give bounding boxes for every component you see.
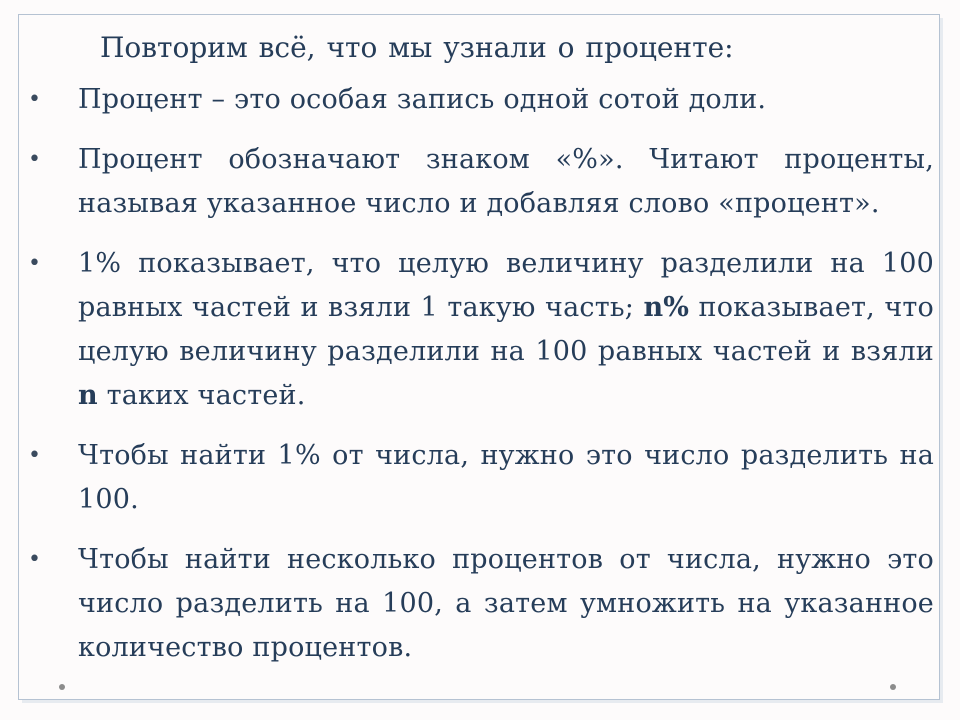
bullet-list — [20, 78, 934, 670]
decorative-dot-right — [890, 684, 896, 690]
bullet-text: Чтобы найти несколько процентов от числа, нужно это число разделить на 100, а затем умножить на указанное количество процентов. — [78, 544, 934, 663]
bullet-text: Процент – это особая запись одной сотой доли. — [78, 84, 767, 115]
bullet-marker: • — [28, 443, 41, 468]
bullet-item-notation — [20, 138, 934, 226]
frame-shadow-bottom — [22, 700, 943, 703]
bullet-text: Чтобы найти 1% от числа, нужно это число разделить на 100. — [78, 440, 934, 515]
bold-n: n — [78, 380, 98, 411]
bullet-marker: • — [28, 87, 41, 112]
bullet-marker: • — [28, 547, 41, 572]
bullet-marker: • — [28, 147, 41, 172]
bullet-text: 1% показывает, что целую величину разделили на 100 равных частей и взяли 1 такую часть; n% показывает, что целую величину разделили на 100 равных частей и взяли n таких частей. — [78, 248, 934, 411]
bullet-item-one-percent-rule — [20, 434, 934, 522]
bullet-marker: • — [28, 251, 41, 276]
bullet-item-several-percent-rule — [20, 538, 934, 670]
decorative-dot-left — [59, 684, 65, 690]
frame-shadow-right — [940, 18, 943, 702]
bullet-item-meaning — [20, 242, 934, 418]
bold-n-percent: n% — [643, 292, 690, 323]
bullet-text: Процент обозначают знаком «%». Читают проценты, называя указанное число и добавляя слово «процент». — [78, 144, 934, 219]
bullet-item-definition — [20, 78, 934, 122]
slide-title: Повторим всё, что мы узнали о проценте: — [100, 31, 734, 64]
